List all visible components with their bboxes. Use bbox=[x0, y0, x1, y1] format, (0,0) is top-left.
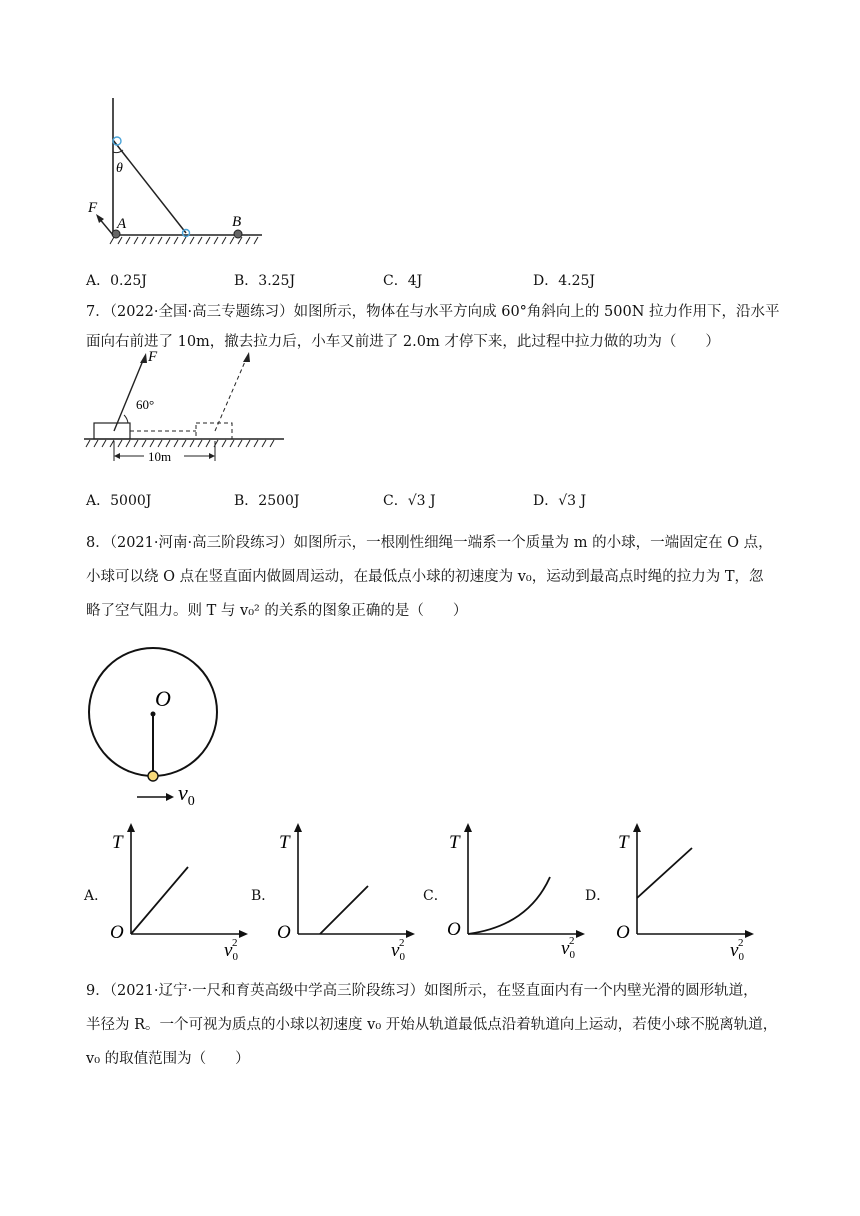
q9-question: 9．（2021·辽宁·一尺和育英高级中学高三阶段练习）如图所示，在竖直面内有一个内壁光滑的圆形轨道， 半径为 R。一个可视为质点的小球以初速度 v₀ 开始从轨道最低点沿着轨道向上运动，若使小球不脱离轨道， v₀ 的取值范围为（ ） bbox=[86, 983, 778, 1067]
point-B-label: B bbox=[232, 214, 242, 230]
q8-source: （2021·河南·高三阶段练习） bbox=[109, 535, 294, 551]
q6-option-d[interactable]: D．4.25J bbox=[533, 273, 596, 289]
q8-graph-d[interactable] bbox=[612, 818, 762, 968]
q7-option-c[interactable]: C．√3 J bbox=[383, 493, 436, 509]
svg-text:v02: $v_02$ bbox=[224, 937, 238, 963]
q8-circle-figure bbox=[80, 640, 240, 810]
q6-option-c[interactable]: C．4J bbox=[383, 273, 423, 289]
q7-question: 7．（2022·全国·高三专题练习）如图所示，物体在与水平方向成 60°角斜向上的 500N 拉力作用下，沿水平 面向右前进了 10m，撤去拉力后，小车又前进了 2.0m 才停下来，此过程中拉力做的功为（ ） bbox=[86, 304, 780, 350]
svg-text:T: T bbox=[112, 832, 123, 853]
q6-figure bbox=[80, 92, 280, 252]
force-F-label: F bbox=[88, 200, 98, 216]
q8-option-b-label: B． bbox=[251, 888, 276, 904]
q6-option-a[interactable]: A．0.25J bbox=[86, 273, 147, 289]
origin-O-label: O bbox=[155, 686, 171, 711]
q7-number: 7． bbox=[86, 304, 110, 320]
svg-text:T: T bbox=[618, 832, 629, 853]
distance-label: 10m bbox=[148, 449, 172, 464]
force-F-label: F bbox=[148, 349, 158, 365]
svg-text:O: O bbox=[447, 919, 461, 940]
q7-option-b[interactable]: B．2500J bbox=[234, 493, 300, 509]
v0-label: $v_0$ bbox=[178, 780, 195, 809]
svg-text:v02: $v_02$ bbox=[730, 937, 744, 963]
svg-text:T: T bbox=[279, 832, 290, 853]
q9-number: 9． bbox=[86, 983, 110, 999]
svg-text:T: T bbox=[449, 832, 460, 853]
q7-option-a[interactable]: A．5000J bbox=[86, 493, 152, 509]
svg-text:v02: $v_02$ bbox=[391, 937, 405, 963]
svg-text:O: O bbox=[616, 922, 630, 943]
q8-option-d-label: D． bbox=[585, 888, 611, 904]
q8-option-c-label: C． bbox=[423, 888, 448, 904]
q9-source: （2021·辽宁·一尺和育英高级中学高三阶段练习） bbox=[109, 983, 425, 999]
q6-option-b[interactable]: B．3.25J bbox=[234, 273, 296, 289]
point-A-label: A bbox=[117, 216, 127, 232]
q7-figure bbox=[84, 343, 284, 468]
q8-number: 8． bbox=[86, 535, 110, 551]
q8-graph-a[interactable] bbox=[106, 818, 256, 968]
svg-text:O: O bbox=[110, 922, 124, 943]
angle-label: 60° bbox=[136, 397, 155, 412]
q7-source: （2022·全国·高三专题练习） bbox=[109, 304, 294, 320]
svg-text:O: O bbox=[277, 922, 291, 943]
theta-label: θ bbox=[116, 161, 123, 176]
q8-question: 8．（2021·河南·高三阶段练习）如图所示，一根刚性细绳一端系一个质量为 m 的小球，一端固定在 O 点， 小球可以绕 O 点在竖直面内做圆周运动，在最低点小球的初速度为 v₀，运动到最高点时绳的拉力为 T，忽 略了空气阻力。则 T 与 v₀² 的关系的图象正确的是（ ） bbox=[86, 535, 773, 619]
svg-text:v02: $v_02$ bbox=[561, 935, 575, 961]
q7-option-d[interactable]: D．√3 J bbox=[533, 493, 587, 509]
q8-graph-b[interactable] bbox=[273, 818, 423, 968]
q8-graph-c[interactable] bbox=[443, 818, 593, 968]
q8-option-a-label: A． bbox=[84, 888, 109, 904]
